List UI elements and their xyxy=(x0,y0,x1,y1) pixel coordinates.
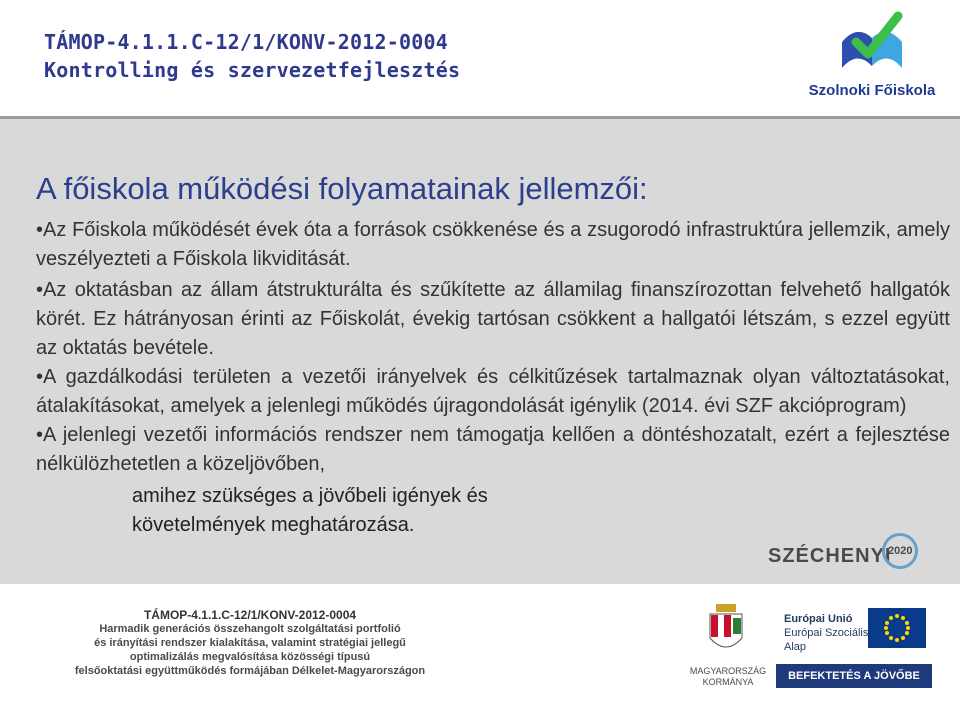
footer-line: optimalizálás megvalósítása közösségi típusú xyxy=(129,651,371,663)
eu-line: Európai Unió xyxy=(784,613,853,625)
slide-title: A főiskola működési folyamatainak jellemzői: xyxy=(36,171,648,206)
bullet-item xyxy=(36,421,950,479)
bullet-item xyxy=(36,363,950,421)
bullet-marker: • xyxy=(36,424,44,446)
bullet-text: A jelenlegi vezetői információs rendszer nem támogatja kellően a döntéshozatalt, ezért a fejlesztése nélkülözhetetlen a közeljövőben, xyxy=(36,424,950,475)
bullet-text: Az oktatásban az állam átstrukturálta és szűkítette az államilag finanszírozottan felvehető hallgatók körét. Ez hátrányosan érinti az Főiskolát, évekig tartósan csökkent a hallgatói létszám, s ezzel együtt az oktatás bevétele. xyxy=(36,279,950,359)
footer-line: Harmadik generációs összehangolt szolgáltatási portfolió xyxy=(99,623,401,635)
eu-label xyxy=(784,612,868,654)
bullet-text: A gazdálkodási területen a vezetői irányelvek és célkitűzések tartalmaznak olyan változtatásokat, átalakításokat, amelyek a jelenlegi működés újragondolását igénylik (2014. évi SZF akcióprogram) xyxy=(36,366,950,417)
footer-project-block xyxy=(40,608,460,678)
footer-line: felsőoktatási együttműködés formájában Délkelet-Magyarországon xyxy=(74,665,426,677)
slide-body xyxy=(0,119,960,584)
footer-line: és irányítási rendszer kialakítása, valamint stratégiai jellegű xyxy=(94,637,406,649)
government-label xyxy=(688,666,768,688)
investment-banner: BEFEKTETÉS A JÖVŐBE xyxy=(776,664,932,688)
szechenyi-year: 2020 xyxy=(888,545,913,557)
bullet-list xyxy=(36,216,950,543)
eu-flag-icon xyxy=(868,608,926,648)
eu-line: Európai Szociális xyxy=(784,627,869,639)
sub-line: követelmények meghatározása. xyxy=(132,514,415,536)
bullet-marker: • xyxy=(36,219,44,241)
footer-project-code: TÁMOP-4.1.1.C-12/1/KONV-2012-0004 xyxy=(143,608,357,622)
gov-line: MAGYARORSZÁG xyxy=(689,666,767,676)
slide-footer xyxy=(0,584,960,706)
bullet-marker: • xyxy=(36,366,44,388)
college-name: Szolnoki Főiskola xyxy=(808,82,936,99)
bullet-text: Az Főiskola működését évek óta a források csökkenése és a zsugorodó infrastruktúra jellemzik, amely veszélyezteti a Főiskola likviditását. xyxy=(36,219,950,270)
course-subtitle: Kontrolling és szervezetfejlesztés xyxy=(44,58,461,82)
hungarian-coat-of-arms-icon xyxy=(700,604,752,658)
bullet-item xyxy=(36,216,950,274)
bullet-marker: • xyxy=(36,279,44,301)
book-check-icon xyxy=(802,8,942,80)
szechenyi-logo xyxy=(754,527,924,577)
gov-line: KORMÁNYA xyxy=(702,677,754,687)
college-logo xyxy=(802,8,942,108)
sub-line: amihez szükséges a jövőbeli igények és xyxy=(132,485,488,507)
eu-line: Alap xyxy=(784,641,807,653)
szechenyi-label: SZÉCHENYI xyxy=(768,545,892,567)
slide-header xyxy=(0,0,960,118)
project-code: TÁMOP-4.1.1.C-12/1/KONV-2012-0004 xyxy=(44,30,448,54)
bullet-item xyxy=(36,276,950,363)
